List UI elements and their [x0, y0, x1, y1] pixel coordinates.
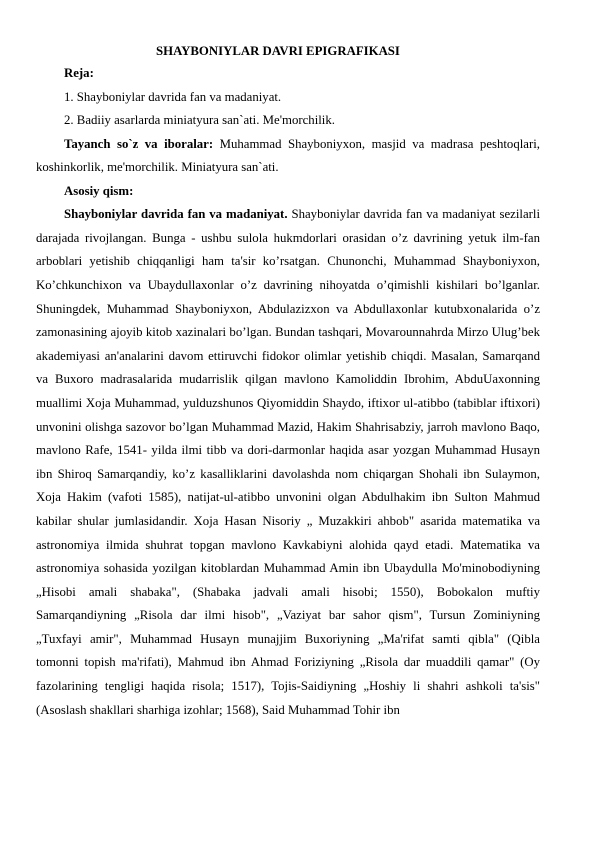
plan-item-2: 2. Badiiy asarlarda miniatyura san`ati. Me'morchilik. — [64, 113, 335, 127]
plan-label: Reja: — [64, 66, 94, 80]
keywords-paragraph — [36, 133, 540, 180]
keywords-text: Muhammad Shayboniyxon, masjid va madrasa peshtoqlari, koshinkorlik, me'morchilik. Miniatyura san`ati. — [36, 136, 540, 175]
section-lead: Shayboniylar davrida fan va madaniyat. — [64, 207, 288, 222]
main-section-label: Asosiy qism: — [64, 183, 134, 198]
section-text: Shayboniylar davrida fan va madaniyat sezilarli darajada rivojlangan. Bunga - ushbu sulola hukmdorlari orasidan o’z davrining yetuk ilm-fan arboblari yetishib chiqqanligi ham ta'sir ko’rsatgan. Chunonchi, Muhammad Shayboniyxon, Ko’chkunchixon va Ubaydullaxonlar o’z davrining nihoyatda o’qimishli kishilari bo’lganlar. Shuningdek, Muhammad Shayboniyxon, Abdulazizxon va Abdullaxonlar kutubxonalarida o’z zamonasining ajoyib kitob xazinalari bo’lgan. Bundan tashqari, Movarounnahrda Mirzo Ulug’bek akademiyasi an'analarini davom ettiruvchi fidokor olimlar yetishib chiqdi. Masalan, Samarqand va Buxoro madrasalarida mudarrislik qilgan mavlono Kamoliddin Ibrohim, AbduUaxonning muallimi Xoja Muhammad, yulduzshunos Qiyomiddin Shaydo, iftixor ul-atibbo (tabiblar iftixori) unvonini olishga sazovor bo’lgan Muhammad Mazid, Hakim Shahrisabziy, jarroh mavlono Baqo, mavlono Rafe, 1541- yilda ilmi tibb va dori-darmonlar haqida asar yozgan Muhammad Husayn ibn Shiroq Samarqandiy, ko’z kasalliklarini davolashda nom chiqargan Shohali ibn Sulaymon, Xoja Hakim (vafoti 1585), natijat-ul-atibbo unvonini olgan Abdulhakim ibn Sulton Mahmud kabilar shular jumlasidandir. Xoja Hasan Nisoriy „ Muzakkiri ahbob" asarida matematika va astronomiya ilmida shuhrat topgan mavlono Kavkabiyni alohida qayd etadi. Matematika va astronomiya sohasida yozilgan kitoblardan Muhammad Amin ibn Ubaydulla Mo'minobodiyning „Hisobi amali shabaka", (Shabaka jadvali amali hisobi; 1550), Bobokalon muftiy Samarqandiyning „Risola dar ilmi hisob", „Vaziyat bar sahor qism", Tursun Zominiyning „Tuxfayi amir", Muhammad Husayn munajjim Buxoriyning „Ma'rifat samti qibla" (Qibla tomonni topish ma'rifati), Mahmud ibn Ahmad Foriziyning „Risola dar muaddili qamar" (Oy fazolarining tengligi haqida risola; 1517), Tojis-Saidiyning „Hoshiy li shahri ashkoli ta'sis" (Asoslash shakllari sharhiga izohlar; 1568), Said Muhammad Tohir ibn — [36, 207, 541, 717]
plan-item-1: 1. Shayboniylar davrida fan va madaniyat. — [64, 89, 282, 104]
document-title: SHAYBONIYLAR DAVRI EPIGRAFIKASI — [156, 44, 400, 58]
document-body — [36, 40, 540, 722]
keywords-label: Tayanch so`z va iboralar: — [64, 136, 214, 151]
section-paragraph — [36, 203, 540, 722]
